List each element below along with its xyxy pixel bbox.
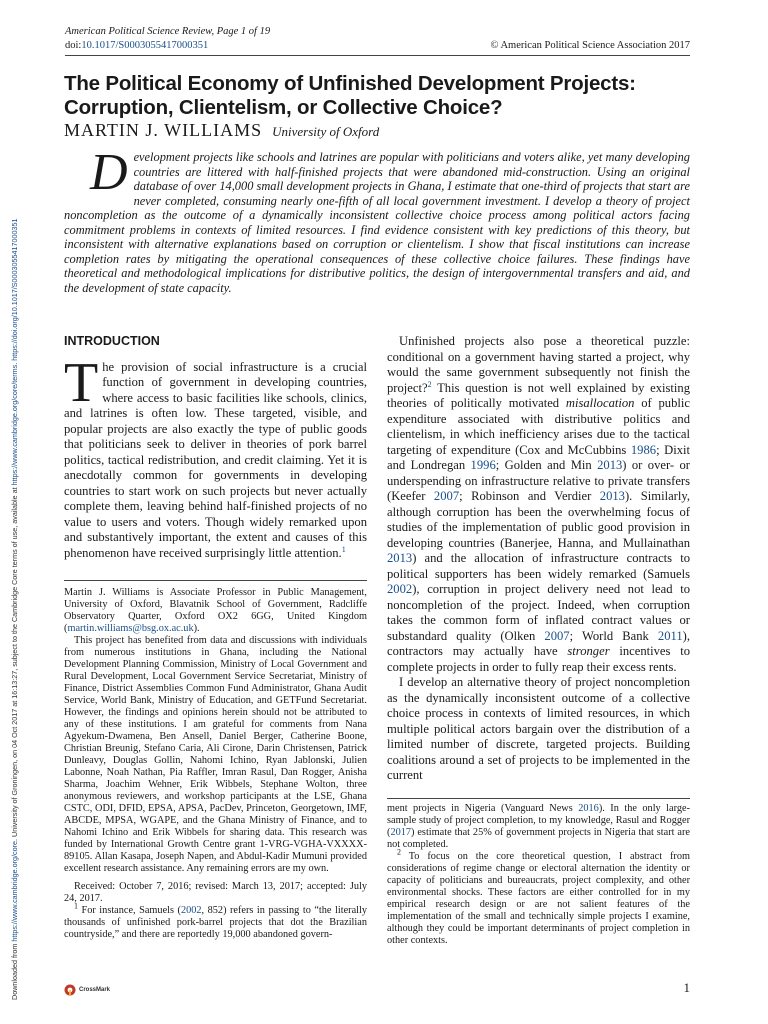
footnotes-left <box>64 580 367 941</box>
author-bio: Martin J. Williams is Associate Professor in Public Management, University of Oxford, Blavatnik School of Government, Radcliffe Observatory Quarter, Oxford OX2 6GG, United Kingdom (martin.williams@bsg.ox.ac.uk). <box>64 587 367 634</box>
citation-link[interactable]: 2007 <box>433 489 460 503</box>
citation-link[interactable]: 1996 <box>470 458 496 472</box>
footnote-1-continued: ment projects in Nigeria (Vanguard News 2016). In the only large-sample study of project completion, to my knowledge, Rasul and Rogger (2017) estimate that 25% of government projects in Nigeria that start are not completed. <box>387 803 690 850</box>
citation-link[interactable]: 2013 <box>387 551 413 565</box>
right-column <box>387 334 690 784</box>
sidebar-prefix: Downloaded from <box>10 941 19 1000</box>
acknowledgements: This project has benefited from data and discussions with individuals from numerous institutions in Ghana, including the National Development Planning Commission, Ministry of Local Government and Rural Development, Local Government Service Secretariat, Ministry of Finance, District Assemblies Common Fund Administrator, Ghana Audit Service, World Bank, Ministry of Education, and GETFund Secretariat. However, the findings and opinions herein should not be attributed to any of these institutions. I am grateful for comments from Nana Agyekum-Dwamena, Ben Ansell, Daniel Berger, Catherine Boone, Christian Breunig, Stefano Caria, Ali Cirone, Darin Christensen, Patrick Dunleavy, Douglas Gollin, Nahomi Ichino, Ryan Jablonski, Julien Labonne, Noah Nathan, Pia Raffler, Imran Rasul, Dan Rogger, Anisha Sharma, Joachim Wehner, Erik Wibbels, Stephane Wolton, three anonymous reviewers, and workshop participants at the LSE, Ghana CSTC, ODI, DFID, EPSA, APSA, PacDev, Princeton, Georgetown, IMF, ABCDE, MPSA, WGAPE, and the Ghana Ministry of Finance, and to Nahomi Ichino and Erik Wibbels for sharing data. This research was funded by International Growth Centre grant 1-VRG-VGHA-VXXXX-89105. Allan Kasapa, Joseph Napen, and Abdul-Kadir Mumuni provided excellent research assistance. Any remaining errors are my own. <box>64 635 367 874</box>
author-name: MARTIN J. WILLIAMS <box>64 120 263 140</box>
page-number: 1 <box>683 980 690 995</box>
intro-dropcap: T <box>64 351 99 414</box>
footnote-ref-2[interactable]: 2 <box>427 379 432 389</box>
abstract-dropcap: D <box>90 144 128 201</box>
left-column <box>64 334 367 561</box>
footnote-1: $^1$ For instance, Samuels (2002, 852) refers in passing to “the literally thousands of unfinished pork-barrel projects that dot the Brazilian countryside,” and there are reportedly 19,000 abandoned govern- <box>64 901 368 940</box>
crossmark-label: CrossMark <box>79 987 111 993</box>
sidebar-link-doi[interactable]: https://doi.org/10.1017/S0003055417000351 <box>10 218 19 361</box>
crossmark-badge[interactable] <box>64 984 110 996</box>
abstract <box>64 144 690 295</box>
download-sidebar <box>10 100 22 1000</box>
intro-paragraph-1 <box>64 351 367 562</box>
doi-line <box>65 40 208 51</box>
intro-text: he provision of social infrastructure is a crucial function of government in developing countries, where access to basic facilities like schools, clinics, and latrines is often low. These targeted, visible, and popular projects are also exactly the type of public goods that politicians seek to deliver in theories of pork barrel politics, tactical redistribution, and credit claiming. Yet it is anecdotally common for governments in developing countries to start work on such projects but never actually complete them, leaving behind half-finished projects of no value to users and voters. Though widely remarked upon and substantively important, the extent and causes of this phenomenon have received surprisingly little attention. <box>64 359 367 560</box>
citation-link[interactable]: 1986 <box>630 442 657 457</box>
author-email-link[interactable]: martin.williams@bsg.ox.ac.uk <box>67 623 194 634</box>
citation-link[interactable]: 2002 <box>387 582 413 596</box>
author-affiliation: University of Oxford <box>272 124 380 139</box>
section-heading-introduction: INTRODUCTION <box>64 334 160 348</box>
footnote-2: $^2$ To focus on the core theoretical question, I abstract from considerations of regime change or electoral alternation the identity or capacity of politicians and bureaucrats, project complexity, and other environmental shocks. These factors are either controlled for in my empirical research design or are not salient features of the implementation of the small and technically simple projects I examine, although they could be important determinants of project completion in other contexts. <box>387 847 690 946</box>
sidebar-link-core[interactable]: https://www.cambridge.org/core <box>10 840 19 942</box>
sidebar-sep: . <box>10 360 19 365</box>
doi-prefix: doi: <box>65 40 82 51</box>
intro-paragraph-2: Unfinished projects also pose a theoretical puzzle: conditional on a government having started a project, why would the same government subsequently not finish the project?$^2$ This question is not well explained by existing theories of politically motivated misallocation of public expenditure associated with distributive politics and clientelism, in which inefficiency arises due to the tactical targeting of expenditure (Cox and McCubbins 1986; Dixit and Londregan 1996; Golden and Min 2013) or over- or underspending on infrastructure relative to private transfers (Keefer 2007; Robinson and Verdier 2013). Similarly, although corruption has been the overwhelming focus of studies of the implementation of public good provision in developing countries (Banerjee, Hanna, and Mullainathan 2013) and the allocation of infrastructure contracts to political supporters has been widely remarked (Samuels 2002), corruption in project delivery need not lead to noncompletion of the project. Indeed, when corruption takes the common form of inflated contract values or substandard quality (Olken 2007; World Bank 2011), contractors may actually have stronger incentives to complete projects in order to fully reap their excess rents. <box>387 334 690 674</box>
sidebar-text: . University of Groningen, on 04 Oct 2017 at 16:13:27, subject to the Cambridge Core terms of use, available at <box>10 485 19 841</box>
citation-link[interactable]: 2011 <box>657 628 683 643</box>
citation-link[interactable]: 2016 <box>578 803 599 814</box>
abstract-text: evelopment projects like schools and latrines are popular with politicians and voters alike, yet many developing countries are littered with half-finished projects that were abandoned mid-construction. Using an original database of over 14,000 small development projects in Ghana, I estimate that one-third of projects that start are never completed, consuming nearly one-fifth of all local government investment. I develop a theory of project noncompletion as the outcome of a dynamically inconsistent collective choice process among political actors facing commitment problems in contexts of limited resources. I find evidence consistent with key predictions of this theory, but inconsistent with alternative explanations based on corruption or clientelism. I show that fiscal institutions can increase completion rates by mitigating the operational consequences of these collective choice failures. These findings have theoretical and methodological implications for distributive politics, the design of intergovernmental transfers and aid, and the development of state capacity. <box>64 150 690 295</box>
footnotes-right <box>387 798 690 947</box>
article-title: The Political Economy of Unfinished Development Projects: Corruption, Clientelism, or Collective Choice? <box>64 72 636 119</box>
journal-header: American Political Science Review, Page 1 of 19 <box>65 26 271 37</box>
sidebar-link-terms[interactable]: https://www.cambridge.org/core/terms <box>10 364 19 486</box>
doi-link[interactable]: 10.1017/S0003055417000351 <box>81 40 209 51</box>
crossmark-icon <box>64 984 76 996</box>
citation-link[interactable]: 2013 <box>599 489 625 503</box>
citation-link[interactable]: 2007 <box>544 628 570 643</box>
copyright-notice: © American Political Science Association 2017 <box>490 40 690 51</box>
citation-link[interactable]: 2017 <box>390 827 412 838</box>
author-line <box>64 120 379 141</box>
footnote-ref-1[interactable]: 1 <box>341 544 346 554</box>
header-rule <box>65 55 690 56</box>
intro-paragraph-3: I develop an alternative theory of project noncompletion as the dynamically inconsistent outcome of a collective choice process in contexts of limited resources, in which multiple political actors bargain over the distribution of a limited number of discrete, targeted projects. Building coalitions around a set of projects to be implemented in the current <box>387 675 690 782</box>
received-dates: Received: October 7, 2016; revised: March 13, 2017; accepted: July 24, 2017. <box>64 881 367 904</box>
citation-link[interactable]: 2013 <box>597 458 623 472</box>
citation-link[interactable]: 2002 <box>180 905 202 916</box>
